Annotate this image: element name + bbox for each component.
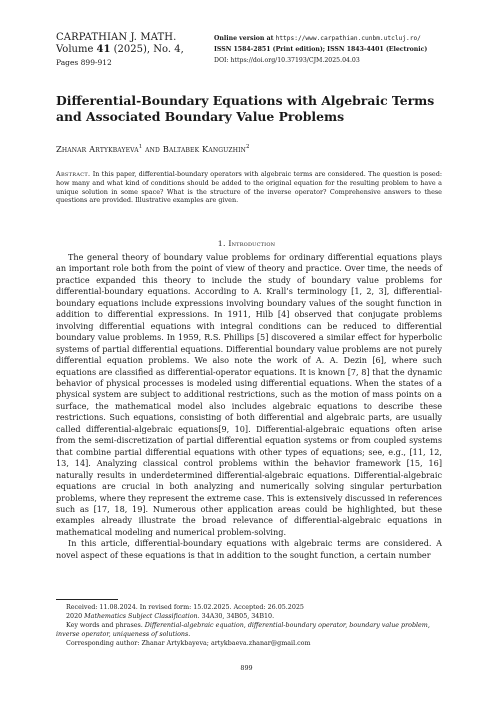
page-number: 899 — [240, 664, 253, 672]
author-name: Baltabek Kanguzhin — [162, 144, 246, 154]
keywords: Key words and phrases. Differential-algebraic equation, differential-boundary operator, boundary value problem, inverse operator, uniqueness of solutions. — [56, 622, 430, 639]
paragraph: The general theory of boundary value problems for ordinary differential equations plays an important role both from the point of view of theory and practice. Over time, the needs of practice expanded this theory to include the study of boundary value problems for differential-boundary equations. According to A. Krall’s terminology [1, 2, 3], differential-boundary equations include expressions involving boundary values of the sought function in addition to differential expressions. In 1911, Hilb [4] observed that conjugate problems involving differential equations with integral conditions can be reduced to differential boundary value problems. In 1959, R.S. Phillips [5] discovered a similar effect for hyperbolic systems of partial differential equations. Differential boundary value problems are not purely differential equation problems. We also note the work of A. A. Dezin [6], where such equations are classified as differential-operator equations. It is known [7, 8] that the dynamic behavior of physical processes is modeled using differential equations. When the states of a physical system are subject to additional restrictions, such as the motion of mass points on a surface, the mathematical model also includes algebraic equations to describe these restrictions. Such equations, consisting of both differential and algebraic parts, are usually called differential-algebraic equations[9, 10]. Differential-algebraic equations often arise from the semi-discretization of partial differential equation systems or from coupled systems that combine partial differential equations with other types of equations; see, e.g., [11, 12, 13, 14]. Analyzing classical control problems within the behavior framework [15, 16] naturally results in underdetermined differential-algebraic equations. Differential-algebraic equations are crucial in both analyzing and numerically solving singular perturbation problems, where they represent the extreme case. This is extensively discussed in references such as [17, 18, 19]. Numerous other application areas could be highlighted, but these examples already illustrate the broad relevance of differential-algebraic equations in mathematical modeling and numerical problem-solving. — [56, 252, 442, 537]
abstract — [56, 170, 442, 205]
journal-pages: Pages 899-912 — [56, 58, 112, 67]
journal-volume: Volume 41 (2025), No. 4, — [56, 44, 184, 55]
section-number: 1. — [217, 239, 226, 248]
received-dates: Received: 11.08.2024. In revised form: 15.02.2025. Accepted: 26.05.2025 — [66, 604, 304, 611]
abstract-label: Abstract. — [56, 170, 91, 178]
paragraph: In this article, differential-boundary equations with algebraic terms are considered. A novel aspect of these equations is that in addition to the sought function, a certain number — [56, 538, 442, 560]
footnote-rule — [56, 599, 118, 600]
journal-header — [56, 32, 206, 69]
section-title: Introduction — [228, 239, 276, 248]
author-line — [56, 144, 250, 154]
journal-url-link[interactable]: https://www.carpathian.cunbm.utcluj.ro/ — [275, 35, 421, 42]
footnotes — [56, 603, 446, 648]
body-text — [56, 252, 442, 561]
journal-name: CARPATHIAN J. MATH. — [56, 32, 177, 43]
paper-title: Differential-Boundary Equations with Algebraic Terms and Associated Boundary Value Problems — [56, 93, 435, 124]
affiliation-mark: 2 — [246, 144, 250, 151]
author-name: Zhanar Artykbayeva — [56, 144, 139, 154]
issn-line: ISSN 1584-2851 (Print edition); ISSN 1843-4401 (Electronic) — [214, 46, 428, 53]
online-version: Online version at https://www.carpathian.cunbm.utcluj.ro/ — [214, 35, 421, 42]
msc-classification: 2020 Mathematics Subject Classification. 34A30, 34B05, 34B10. — [66, 613, 275, 621]
section-heading — [0, 239, 493, 248]
doi-link[interactable]: DOI: https://doi.org/10.37193/CJM.2025.04.03 — [214, 57, 360, 64]
publication-info — [214, 33, 449, 66]
affiliation-mark: 1 — [138, 144, 143, 151]
corresponding-author: Corresponding author: Zhanar Artykbayeva; artykbaeva.zhanar@gmail.com — [66, 640, 311, 648]
abstract-text: In this paper, differential-boundary operators with algebraic terms are considered. The question is posed: how many and what kind of conditions should be added to the original equation for the resulting problem to have a unique solution in some space? What is the structure of the inverse operator? Comprehensive answers to these questions are provided. Illustrative examples are given. — [56, 170, 442, 205]
author-connector: and — [142, 144, 163, 154]
